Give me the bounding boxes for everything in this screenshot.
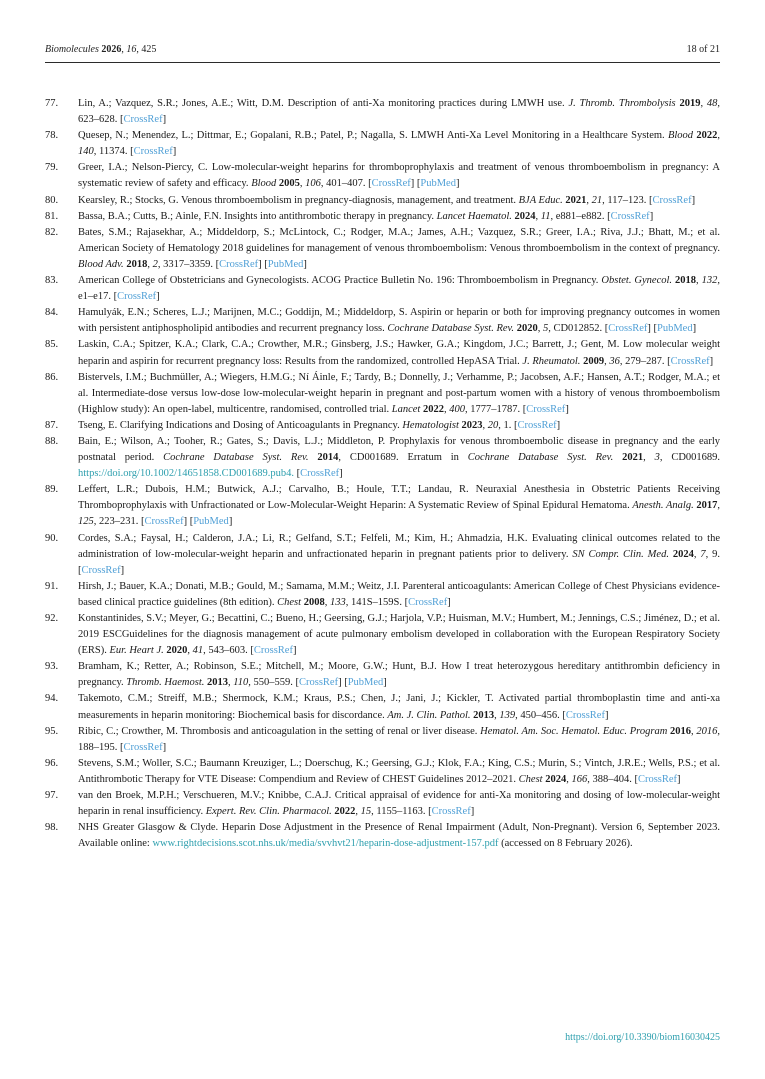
ref-text: 2023	[461, 419, 483, 431]
pubmed-link[interactable]: PubMed	[193, 516, 229, 528]
reference-number: 78.	[45, 130, 59, 142]
ref-text: 15	[360, 806, 372, 818]
ref-text: 48	[706, 98, 718, 109]
crossref-link[interactable]: CrossRef	[565, 709, 605, 721]
ref-text: Bassa, B.A.; Cutts, B.; Ainle, F.N. Insights into antithrombotic therapy in pregnancy.	[78, 210, 437, 222]
ref-text: 3	[654, 452, 660, 464]
reference-text	[78, 691, 720, 723]
ref-text: [	[293, 468, 301, 480]
ref-text: Kearsley, R.; Stocks, G. Venous thromboembolism in pregnancy-diagnosis, management, and treatment.	[78, 194, 519, 206]
crossref-link[interactable]: CrossRef	[300, 468, 340, 480]
ref-text: , 3317–3359. [	[157, 258, 220, 270]
ref-text: ,	[691, 725, 697, 737]
ref-text: Am. J. Clin. Pathol.	[387, 709, 471, 721]
reference-text	[78, 482, 720, 530]
ref-text: ]	[470, 806, 475, 818]
reference-item	[45, 128, 720, 160]
ref-text: 2018	[126, 258, 148, 270]
reference-number: 86.	[45, 371, 59, 383]
ref-text: 400	[449, 403, 465, 415]
ref-text: , 117–123. [	[602, 194, 653, 206]
ref-text: ]	[339, 468, 343, 480]
crossref-link[interactable]: CrossRef	[219, 258, 259, 270]
ref-text: ]	[604, 709, 609, 721]
ref-text: ,	[147, 258, 153, 270]
crossref-link[interactable]: CrossRef	[670, 355, 710, 367]
ref-text: , 550–559. [	[248, 677, 299, 689]
ref-text: ,	[443, 403, 450, 415]
ref-text: ]	[172, 146, 177, 158]
page-header	[45, 0, 720, 55]
ref-text: 2018	[675, 275, 697, 287]
ref-text: ,	[535, 210, 541, 222]
reference-text	[78, 305, 720, 337]
ref-text: Konstantinides, S.V.; Meyer, G.; Becattini, C.; Bueno, H.; Geersing, G.J.; Harjola, V.P.; Huisman, M.V.; Humbert, M.; Jennings, C.S.; Jiménez, D.; et al. 2019 ESCGuidelines for the diagnosis management of acute pulmonary embolism developed in collaboration with the European Respiratory Society (ERS).	[78, 613, 720, 657]
ref-text: Bates, S.M.; Rajasekhar, A.; Middeldorp, S.; McLintock, C.; Rodger, M.A.; James, A.H.; Vazquez, S.R.; Greer, I.A.; Riva, J.J.; Bhatt, M.; et al. American Society of Hematology 2018 guidelines for management of venous thromboembolism: Venous thromboembolism in the context of pregnancy.	[78, 226, 720, 254]
ref-text: 16	[126, 44, 137, 55]
doi-link[interactable]: https://doi.org/10.3390/biom16030425	[565, 1032, 720, 1043]
reference-text	[78, 337, 720, 369]
ref-text: ] [	[338, 677, 348, 689]
references-list	[45, 96, 720, 852]
ref-text: ,	[537, 323, 543, 335]
crossref-link[interactable]: CrossRef	[123, 741, 163, 753]
ref-text: ]	[565, 403, 569, 415]
reference-text	[78, 611, 720, 659]
ref-text: ]	[120, 564, 125, 576]
ref-text: Cochrane Database Syst. Rev.	[163, 452, 309, 464]
ref-text: Anesth. Analg.	[632, 500, 694, 512]
ref-text: ,	[494, 709, 500, 721]
crossref-link[interactable]: CrossRef	[637, 773, 678, 785]
reference-text	[78, 418, 720, 434]
ref-text: BJA Educ.	[518, 194, 563, 206]
ref-text: ,	[228, 677, 234, 689]
ref-text: 2014	[317, 452, 339, 464]
ref-text: Hamulyák, E.N.; Scheres, L.J.; Marijnen, M.C.; Goddijn, M.; Middeldorp, S. Aspirin or heparin or both for improving pregnancy outcomes in women with persistent antiphospholipid antibodies and recurrent pregnancy loss.	[78, 307, 720, 335]
reference-item	[45, 160, 720, 192]
ref-text: 2017	[696, 500, 718, 512]
journal-citation	[45, 44, 156, 55]
reference-text	[78, 225, 720, 273]
ref-text: 2	[152, 258, 158, 270]
crossref-link[interactable]: CrossRef	[123, 114, 163, 126]
reference-item	[45, 434, 720, 482]
ref-text: , 9. [	[78, 548, 721, 576]
ref-text: 132	[701, 275, 718, 287]
ref-text	[613, 452, 622, 463]
ref-text: ]	[691, 194, 696, 206]
reference-number: 91.	[45, 580, 59, 592]
url-link[interactable]: www.rightdecisions.scot.nhs.uk/media/svvhvt21/heparin-dose-adjustment-157.pdf	[152, 838, 499, 850]
crossref-link[interactable]: CrossRef	[117, 291, 157, 303]
reference-number: 96.	[45, 757, 59, 769]
reference-text	[78, 193, 720, 209]
ref-text: 2020	[166, 645, 188, 657]
ref-text: ]	[156, 291, 160, 303]
reference-number: 95.	[45, 725, 59, 737]
reference-text	[78, 579, 720, 611]
pubmed-link[interactable]: PubMed	[347, 677, 384, 689]
ref-text: Greer, I.A.; Nelson-Piercy, C. Low-molecular-weight heparins for thromboprophylaxis and treatment of venous thromboembolism in pregnancy: A systematic review of safety and efficacy.	[78, 162, 720, 190]
crossref-link[interactable]: CrossRef	[133, 146, 173, 158]
crossref-link[interactable]: CrossRef	[298, 677, 339, 689]
reference-text	[78, 724, 720, 756]
ref-text: 125	[78, 516, 94, 528]
crossref-link[interactable]: CrossRef	[408, 596, 448, 608]
ref-text: 2009	[583, 355, 605, 367]
ref-text: , 141S–159S. [	[345, 596, 409, 608]
ref-text: NHS Greater Glasgow & Clyde. Heparin Dose Adjustment in the Presence of Renal Impairment (Adult, Non-Pregnant). Version 6, September 2023. Available online:	[78, 822, 720, 850]
reference-item	[45, 193, 720, 209]
ref-text: ]	[292, 645, 297, 657]
ref-text: J. Rheumatol.	[522, 355, 581, 367]
ref-text: , 401–407. [	[320, 178, 372, 190]
ref-text: Stevens, S.M.; Woller, S.C.; Baumann Kreuziger, L.; Doerschug, K.; Geersing, G.J.; Klok, F.A.; King, C.S.; Murin, S.; Vintch, J.R.E.; Wells, P.S.; et al. Antithrombotic Therapy for VTE Disease: Compendium and Review of CHEST Guidelines 2012–2021.	[78, 757, 720, 785]
reference-item	[45, 788, 720, 820]
ref-text: , 223–231. [	[93, 516, 145, 528]
reference-number: 92.	[45, 613, 59, 624]
ref-text: 2021	[565, 194, 587, 206]
pubmed-link[interactable]: PubMed	[267, 258, 304, 270]
ref-text: Eur. Heart J.	[109, 645, 164, 657]
ref-text: 11	[540, 210, 551, 222]
ref-text: 2022	[696, 130, 718, 142]
ref-text: Cochrane Database Syst. Rev.	[387, 323, 515, 335]
reference-text	[78, 434, 720, 482]
ref-text: Hematologist	[402, 419, 459, 431]
ref-text: American College of Obstetricians and Gynecologists. ACOG Practice Bulletin No. 196: Thromboembolism in Pregnancy.	[78, 275, 602, 287]
ref-text: 2013	[473, 709, 495, 721]
crossref-link[interactable]: CrossRef	[610, 210, 650, 222]
ref-text: , 623–628. [	[78, 98, 721, 126]
reference-text	[78, 531, 720, 579]
ref-text: ,	[566, 773, 572, 785]
ref-text: Chest	[518, 773, 543, 785]
reference-text	[78, 820, 720, 852]
reference-text	[78, 209, 720, 225]
ref-text: , 11374. [	[93, 146, 134, 158]
ref-text: ,	[586, 194, 592, 206]
ref-text: , e1–e17. [	[78, 275, 720, 303]
ref-text: 2016	[696, 725, 718, 737]
ref-text: 21	[591, 194, 603, 206]
crossref-link[interactable]: CrossRef	[608, 323, 648, 335]
ref-text: Hematol. Am. Soc. Hematol. Educ. Program	[480, 725, 668, 737]
ref-text: ,	[299, 178, 306, 190]
ref-text: 2022	[422, 403, 444, 415]
ref-text: ,	[696, 275, 702, 287]
ref-text: ]	[162, 741, 167, 753]
reference-number: 87.	[45, 419, 59, 431]
ref-text: , 188–195. [	[78, 725, 721, 753]
pubmed-link[interactable]: PubMed	[657, 323, 693, 335]
reference-item	[45, 724, 720, 756]
ref-text: , 450–456. [	[515, 709, 566, 721]
reference-number: 94.	[45, 693, 59, 705]
ref-text: ,	[643, 452, 655, 464]
reference-text	[78, 160, 720, 192]
ref-text: ]	[303, 258, 307, 270]
reference-number: 82.	[45, 226, 59, 238]
reference-number: 84.	[45, 307, 59, 319]
ref-text: Quesep, N.; Menendez, L.; Dittmar, E.; Gopalani, R.B.; Patel, P.; Nagalla, S. LMWH Anti-Xa Level Monitoring in a Healthcare System.	[78, 130, 668, 142]
reference-text	[78, 659, 720, 691]
crossref-link[interactable]: CrossRef	[81, 564, 121, 576]
ref-text: Thromb. Haemost.	[126, 677, 205, 689]
reference-item	[45, 209, 720, 225]
ref-text: ]	[556, 419, 561, 431]
crossref-link[interactable]: CrossRef	[431, 806, 471, 818]
crossref-link[interactable]: CrossRef	[652, 194, 692, 206]
ref-text: ,	[700, 98, 707, 109]
ref-text: 2013	[207, 677, 228, 689]
page-number: 18 of 21	[686, 44, 720, 55]
crossref-link[interactable]: CrossRef	[253, 645, 293, 657]
ref-text: , 425	[136, 44, 157, 55]
reference-number: 98.	[45, 822, 59, 834]
ref-text: ]	[649, 210, 654, 222]
ref-text: 2022	[334, 806, 356, 818]
ref-text: Blood Adv.	[78, 258, 124, 270]
reference-number: 97.	[45, 790, 59, 802]
ref-text: , e881–e882. [	[550, 210, 611, 222]
ref-text: 2021	[622, 452, 644, 464]
reference-item	[45, 370, 720, 418]
reference-item	[45, 611, 720, 659]
ref-text: ,	[693, 548, 701, 560]
reference-item	[45, 337, 720, 369]
ref-text: J. Thromb. Thrombolysis	[568, 98, 676, 109]
url-link[interactable]: https://doi.org/10.1002/14651858.CD001689.pub4.	[78, 468, 294, 480]
ref-text: Ribic, C.; Crowther, M. Thrombosis and anticoagulation in the setting of renal or liver disease.	[78, 725, 481, 737]
ref-text: ,	[187, 645, 193, 657]
ref-text: , 1155–1163. [	[371, 806, 432, 818]
ref-text: Blood	[667, 130, 694, 142]
reference-item	[45, 691, 720, 723]
ref-text: 7	[700, 548, 706, 560]
reference-item	[45, 659, 720, 691]
ref-text: 2026	[101, 44, 122, 55]
reference-item	[45, 225, 720, 273]
ref-text: 106	[305, 178, 321, 190]
reference-number: 89.	[45, 484, 59, 496]
reference-item	[45, 273, 720, 305]
ref-text: , 388–404. [	[587, 773, 638, 785]
ref-text: Expert. Rev. Clin. Pharmacol.	[205, 806, 332, 818]
ref-text: ]	[228, 516, 233, 528]
ref-text: ] [	[647, 323, 657, 335]
header-rule	[45, 62, 720, 63]
reference-number: 83.	[45, 275, 59, 287]
ref-text: Cordes, S.A.; Faysal, H.; Calderon, J.A.; Li, R.; Gelfand, S.T.; Felfeli, M.; Kim, H.; Ahmadzia, H.K. Evaluating clinical outcomes related to the administration of low-molecular-weight heparin and unfractionated heparin in pregnant patients prior to delivery.	[78, 532, 720, 560]
ref-text: ]	[383, 677, 387, 689]
reference-item	[45, 305, 720, 337]
ref-text: Leffert, L.R.; Dubois, H.M.; Butwick, A.J.; Carvalho, B.; Houle, T.T.; Landau, R. Neuraxial Anesthesia in Obstetric Patients Receiving Thromboprophylaxis with Unfractionated or Low-Molecular-Weight Heparin: A Systematic Review of Spinal Epidural Hematoma.	[78, 484, 720, 512]
ref-text: Bistervels, I.M.; Buchmüller, A.; Wiegers, H.M.G.; Ní Áinle, F.; Tardy, B.; Donnelly, J.; Verhamme, P.; Jacobsen, A.F.; Hansen, A.T.; Rodger, M.A.; et al. Intermediate-dose versus low-dose low-molecular-weight heparin in pregnant and post-partum women with a history of venous thromboembolism (Highlow study): An open-label, multicentre, randomised, controlled trial.	[78, 371, 720, 415]
reference-number: 77.	[45, 98, 59, 109]
ref-text: 20	[487, 419, 499, 431]
reference-number: 81.	[45, 210, 59, 222]
ref-text: 2019	[679, 98, 701, 109]
reference-item	[45, 531, 720, 579]
crossref-link[interactable]: CrossRef	[144, 516, 184, 528]
pubmed-link[interactable]: PubMed	[420, 178, 456, 190]
reference-number: 90.	[45, 532, 59, 544]
ref-text: Takemoto, C.M.; Streiff, M.B.; Shermock, K.M.; Kraus, P.S.; Chen, J.; Jani, J.; Kickler, T. Activated partial thromboplastin time and anti-xa measurements in heparin monitoring: Biochemical basis for discordance.	[78, 693, 720, 721]
reference-text	[78, 370, 720, 418]
ref-text: 2008	[303, 596, 325, 608]
ref-text: 139	[499, 709, 516, 721]
crossref-link[interactable]: CrossRef	[526, 403, 566, 415]
crossref-link[interactable]: CrossRef	[371, 178, 411, 190]
ref-text: Cochrane Database Syst. Rev.	[467, 452, 614, 464]
reference-number: 80.	[45, 194, 59, 206]
ref-text: 5	[542, 323, 549, 335]
ref-text: ,	[482, 419, 488, 431]
ref-text: Biomolecules	[45, 44, 102, 55]
reference-number: 88.	[45, 435, 59, 447]
ref-text: ]	[692, 323, 697, 335]
ref-text: 110	[233, 677, 249, 689]
ref-text: 133	[329, 596, 346, 608]
ref-text: , CD012852. [	[548, 323, 609, 335]
page-footer	[565, 1032, 720, 1043]
reference-item	[45, 579, 720, 611]
reference-number: 79.	[45, 162, 59, 174]
ref-text: , 1. [	[498, 419, 518, 431]
reference-item	[45, 756, 720, 788]
ref-text: 36	[609, 355, 620, 367]
ref-text: ] [	[258, 258, 268, 270]
ref-text: Chest	[277, 596, 302, 608]
crossref-link[interactable]: CrossRef	[517, 419, 557, 431]
reference-number: 85.	[45, 339, 59, 351]
ref-text: Lin, A.; Vazquez, S.R.; Jones, A.E.; Witt, D.M. Description of anti-Xa monitoring practices during LMWH use.	[78, 98, 569, 109]
reference-item	[45, 418, 720, 434]
ref-text: ,	[717, 130, 720, 142]
ref-text: ] [	[183, 516, 194, 528]
ref-text: 140	[78, 146, 94, 158]
ref-text: ] [	[410, 178, 421, 190]
ref-text: ]	[447, 596, 451, 608]
ref-text: Bramham, K.; Retter, A.; Robinson, S.E.; Mitchell, M.; Moore, G.W.; Hunt, B.J. How I treat heterozygous hereditary antithrombin deficiency in pregnancy.	[78, 661, 720, 689]
ref-text: 2024	[672, 548, 694, 560]
reference-text	[78, 273, 720, 305]
ref-text: Blood	[251, 178, 277, 190]
reference-text	[78, 756, 720, 788]
reference-item	[45, 482, 720, 530]
reference-number: 93.	[45, 661, 59, 673]
ref-text: 2016	[670, 725, 692, 737]
ref-text: ,	[355, 806, 361, 818]
ref-text: Bain, E.; Wilson, A.; Tooher, R.; Gates, S.; Davis, L.J.; Middleton, P. Prophylaxis for venous thromboembolic disease in pregnancy and the early postnatal period.	[78, 435, 720, 464]
ref-text: ]	[709, 355, 714, 367]
ref-text: Lancet	[391, 403, 421, 415]
reference-text	[78, 96, 720, 128]
ref-text: ]	[677, 773, 681, 785]
ref-text: ]	[162, 114, 167, 126]
reference-item	[45, 820, 720, 852]
ref-text: Obstet. Gynecol.	[601, 275, 673, 287]
ref-text: ]	[455, 178, 460, 190]
ref-text: Hirsh, J.; Bauer, K.A.; Donati, M.B.; Gould, M.; Samama, M.M.; Weitz, J.I. Parenteral anticoagulants: American College of Chest Physicians evidence-based clinical practice guidelines (8th edition).	[78, 580, 720, 608]
ref-text: , CD001689.	[659, 452, 721, 464]
reference-text	[78, 128, 720, 160]
ref-text: ,	[324, 596, 330, 608]
ref-text: , 1777–1787. [	[464, 403, 527, 415]
ref-text: Lancet Haematol.	[436, 210, 512, 222]
ref-text: ,	[604, 355, 610, 367]
ref-text: , 279–287. [	[619, 355, 671, 367]
ref-text: 2020	[516, 323, 538, 335]
reference-item	[45, 96, 720, 128]
ref-text: (accessed on 8 February 2026).	[498, 838, 633, 850]
ref-text: 2005	[278, 178, 300, 190]
ref-text: Laskin, C.A.; Spitzer, K.A.; Clark, C.A.; Crowther, M.R.; Ginsberg, J.S.; Hawker, G.A.; Kingdom, J.C.; Barrett, J.; Gent, M. Low molecular weight heparin and aspirin for recurrent pregnancy loss: Results from the randomized, controlled HepASA Trial.	[78, 339, 720, 367]
ref-text: , CD001689. Erratum in	[338, 452, 468, 464]
ref-text: SN Compr. Clin. Med.	[572, 548, 669, 560]
ref-text: 166	[571, 773, 588, 785]
ref-text: Tseng, E. Clarifying Indications and Dosing of Anticoagulants in Pregnancy.	[78, 419, 403, 431]
ref-text: van den Broek, M.P.H.; Verschueren, M.V.; Knibbe, C.A.J. Critical appraisal of evidence for anti-Xa monitoring and dosing of low-molecular-weight heparin in renal insufficiency.	[78, 790, 720, 818]
ref-text: 2024	[545, 773, 567, 785]
ref-text: ,	[121, 44, 127, 55]
ref-text: 2024	[514, 210, 536, 222]
ref-text: ,	[717, 500, 720, 512]
ref-text: , 543–603. [	[203, 645, 254, 657]
reference-text	[78, 788, 720, 820]
ref-text: 41	[192, 645, 204, 657]
